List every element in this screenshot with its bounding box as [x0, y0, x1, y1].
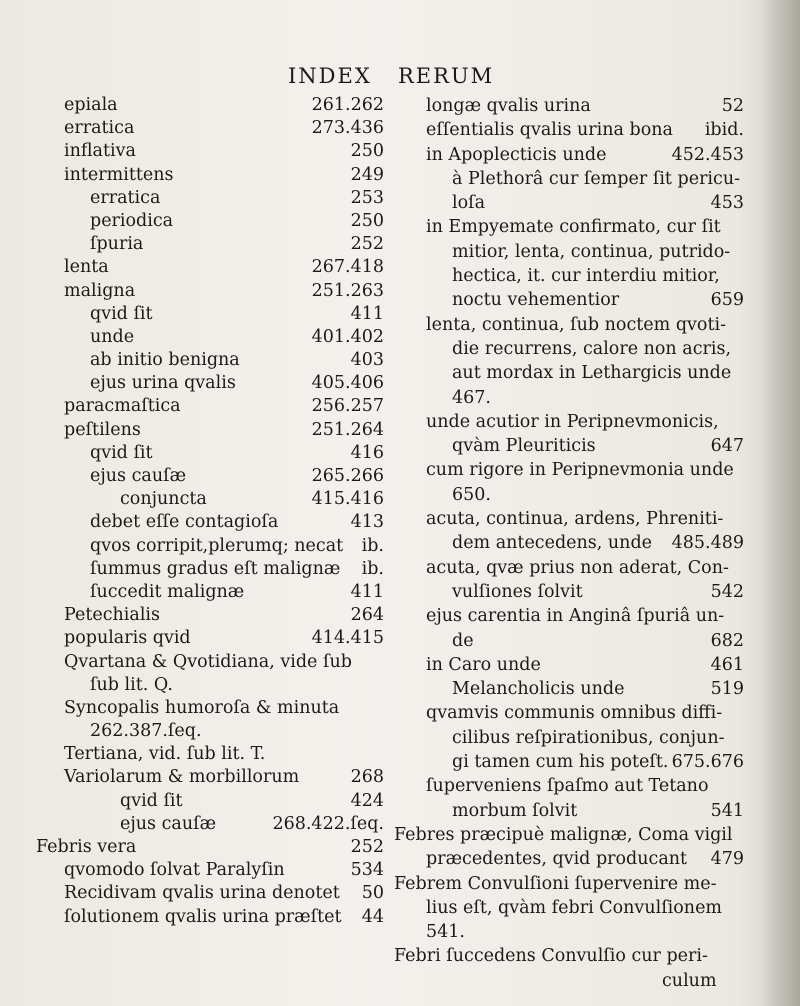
index-entry — [394, 896, 744, 920]
index-entry — [36, 604, 384, 627]
index-entry — [394, 288, 744, 312]
entry-page-number: 413 — [350, 512, 384, 533]
index-entry — [36, 372, 384, 395]
entry-text: culum — [662, 970, 717, 991]
index-entry — [394, 726, 744, 750]
entry-page-number: 249 — [350, 164, 384, 185]
index-entry — [36, 697, 384, 720]
index-entry — [394, 337, 744, 361]
entry-text: ejus cauſæ — [120, 813, 217, 834]
index-entry — [36, 419, 384, 442]
index-entry — [394, 969, 744, 993]
index-entry — [36, 836, 384, 859]
index-entry — [36, 790, 384, 813]
index-entry — [394, 458, 744, 482]
entry-text: unde acutior in Peripnevmonicis, — [426, 411, 719, 432]
entry-page-number: 264 — [350, 605, 384, 626]
entry-page-number: 541 — [710, 800, 744, 821]
entry-text: acuta, continua, ardens, Phreniti- — [426, 509, 724, 530]
entry-text: cilibus reſpirationibus, conjun- — [452, 727, 725, 748]
entry-text: 467. — [452, 387, 491, 408]
entry-text: Febris vera — [36, 837, 137, 857]
entry-page-number: 534 — [350, 860, 384, 881]
right-index-column — [394, 94, 744, 993]
entry-text: intermittens — [64, 164, 174, 185]
index-entry — [36, 395, 384, 418]
entry-page-number: 250 — [350, 141, 384, 162]
entry-text: conjuncta — [120, 489, 207, 510]
entry-text: aut mordax in Lethargicis unde — [452, 363, 732, 384]
entry-text: præcedentes, qvid producant — [426, 849, 688, 870]
index-entry — [36, 280, 384, 303]
index-entry — [394, 483, 744, 507]
index-entry — [394, 410, 744, 434]
entry-text: unde — [90, 326, 135, 347]
index-entry — [394, 143, 744, 167]
entry-text: acuta, qvæ prius non aderat, Con- — [426, 557, 729, 578]
entry-text: in Apoplecticis unde — [426, 144, 607, 165]
entry-text: peſtilens — [64, 419, 141, 440]
entry-text: morbum ſolvit — [452, 800, 578, 821]
entry-text: Petechialis — [64, 605, 161, 626]
index-entry — [394, 386, 744, 410]
entry-text: Qvartana & Qvotidiana, vide ſub — [64, 651, 352, 672]
entry-page-number: 485.489 — [671, 533, 744, 554]
entry-text: ſummus gradus eſt malignæ — [90, 558, 341, 579]
entry-page-number: 405.406 — [311, 373, 384, 394]
index-entry — [394, 774, 744, 798]
entry-page-number: 273.436 — [311, 118, 384, 139]
index-entry — [36, 465, 384, 488]
index-entry — [394, 823, 744, 847]
entry-text: lenta — [64, 257, 109, 278]
index-entry — [36, 535, 384, 558]
entry-text: erratica — [90, 187, 161, 208]
entry-page-number: 659 — [710, 290, 744, 311]
index-entry — [394, 94, 744, 118]
entry-text: 262.387.ſeq. — [90, 721, 202, 742]
index-entry — [36, 813, 384, 836]
index-entry — [394, 167, 744, 191]
entry-text: qvid ſit — [90, 303, 153, 324]
index-entry — [394, 653, 744, 677]
entry-page-number: 50 — [361, 883, 384, 904]
index-entry — [36, 164, 384, 187]
entry-text: periodica — [90, 210, 174, 231]
entry-page-number: 452.453 — [671, 144, 744, 165]
entry-text: qvamvis communis omnibus diffi- — [426, 703, 723, 724]
entry-text: inflativa — [64, 141, 136, 162]
entry-page-number: 479 — [710, 849, 744, 870]
entry-text: cum rigore in Peripnevmonia unde — [426, 460, 734, 481]
entry-page-number: ib. — [361, 535, 384, 556]
entry-page-number: 250 — [350, 210, 384, 231]
entry-text: qvàm Pleuriticis — [452, 436, 596, 457]
entry-text: ejus carentia in Anginâ ſpuriâ un- — [426, 606, 725, 627]
entry-text: erratica — [64, 118, 135, 139]
index-entry — [394, 872, 744, 896]
index-entry — [36, 210, 384, 233]
entry-text: ejus urina qvalis — [90, 373, 236, 394]
index-entry — [394, 556, 744, 580]
entry-page-number: 267.418 — [311, 257, 384, 278]
index-entry — [394, 920, 744, 944]
entry-text: de — [452, 630, 474, 651]
entry-page-number: 52 — [721, 96, 744, 116]
entry-text: Tertiana, vid. ſub lit. T. — [64, 744, 266, 765]
index-entry — [36, 674, 384, 697]
entry-page-number: 401.402 — [311, 326, 384, 347]
entry-text: Febres præcipuè malignæ, Coma vigil — [394, 824, 733, 845]
entry-text: à Plethorâ cur ſemper ſit pericu- — [452, 168, 741, 189]
entry-page-number: 253 — [350, 187, 384, 208]
entry-text: eſſentialis qvalis urina bona — [426, 120, 673, 141]
entry-page-number: 252 — [350, 234, 384, 255]
index-entry — [36, 187, 384, 210]
entry-page-number: ib. — [361, 558, 384, 579]
index-entry — [36, 558, 384, 581]
entry-text: qvid ſit — [90, 442, 153, 463]
index-entry — [394, 750, 744, 774]
index-entry — [394, 118, 744, 142]
entry-page-number: 265.266 — [311, 466, 384, 486]
index-entry — [394, 507, 744, 531]
entry-page-number: 256.257 — [311, 396, 384, 417]
entry-page-number: 261.262 — [311, 95, 384, 115]
entry-text: lius eſt, qvàm febri Convulſionem — [426, 897, 723, 918]
entry-page-number: ibid. — [704, 120, 744, 141]
entry-page-number: 519 — [710, 679, 744, 700]
entry-text: ſolutionem qvalis urina præſtet — [64, 906, 342, 927]
entry-text: in Caro unde — [426, 654, 541, 675]
entry-page-number: 44 — [361, 906, 384, 927]
entry-text: ſuperveniens ſpaſmo aut Tetano — [426, 776, 709, 797]
index-entry — [394, 434, 744, 458]
index-entry — [36, 581, 384, 604]
entry-page-number: 251.264 — [311, 419, 384, 440]
entry-text: maligna — [64, 280, 136, 301]
entry-text: debet eſſe contagioſa — [90, 512, 279, 533]
entry-text: ſpuria — [90, 234, 144, 255]
entry-text: qvid ſit — [120, 790, 183, 811]
entry-text: ſuccedit malignæ — [90, 581, 245, 602]
index-entry — [36, 303, 384, 326]
index-entry — [36, 743, 384, 766]
page-edge-shadow — [760, 0, 800, 1006]
index-entry — [36, 117, 384, 140]
index-entry — [36, 906, 384, 929]
entry-text: Melancholicis unde — [452, 679, 625, 700]
entry-text: Febri ſuccedens Convulſio cur peri- — [394, 946, 708, 967]
entry-page-number: 415.416 — [311, 489, 384, 510]
entry-text: 650. — [452, 484, 491, 505]
index-entry — [394, 191, 744, 215]
entry-text: mitior, lenta, continua, putrido- — [452, 241, 731, 262]
index-entry — [394, 629, 744, 653]
index-entry — [36, 766, 384, 789]
entry-page-number: 675.676 — [671, 752, 744, 773]
entry-page-number: 416 — [350, 442, 384, 463]
entry-text: noctu vehementior — [452, 290, 620, 311]
entry-page-number: 461 — [710, 654, 744, 675]
entry-text: ſub lit. Q. — [90, 674, 173, 695]
index-entry — [36, 720, 384, 743]
entry-text: ejus cauſæ — [90, 466, 187, 486]
entry-text: vulſiones ſolvit — [452, 581, 583, 602]
index-entry — [394, 799, 744, 823]
entry-text: hectica, it. cur interdiu mitior, — [452, 266, 720, 287]
entry-page-number: 414.415 — [311, 628, 384, 649]
entry-text: in Empyemate confirmato, cur ſit — [426, 217, 721, 238]
entry-text: paracmaſtica — [64, 396, 181, 417]
index-entry — [36, 140, 384, 163]
entry-text: gi tamen cum his poteſt. — [452, 752, 669, 773]
index-entry — [36, 882, 384, 905]
entry-page-number: 251.263 — [311, 280, 384, 301]
entry-text: qvomodo ſolvat Paralyſin — [64, 860, 285, 881]
index-entry — [394, 531, 744, 555]
entry-text: epiala — [64, 95, 118, 115]
entry-page-number: 411 — [350, 303, 384, 324]
entry-page-number: 252 — [350, 837, 384, 857]
entry-page-number: 542 — [710, 581, 744, 602]
entry-text: dem antecedens, unde — [452, 533, 653, 554]
index-entry — [36, 349, 384, 372]
index-entry — [36, 488, 384, 511]
entry-page-number: 647 — [710, 436, 744, 457]
index-entry — [394, 701, 744, 725]
entry-page-number: 424 — [350, 790, 384, 811]
entry-text: Febrem Convulſioni ſupervenire me- — [394, 873, 717, 894]
header-word-rerum: RERUM — [398, 64, 495, 88]
entry-page-number: 453 — [710, 193, 744, 214]
entry-text: lenta, continua, ſub noctem qvoti- — [426, 314, 726, 335]
index-entry — [394, 847, 744, 871]
entry-text: popularis qvid — [64, 628, 191, 649]
entry-text: Variolarum & morbillorum — [64, 767, 300, 788]
entry-page-number: 268 — [350, 767, 384, 788]
entry-text: ab initio benigna — [90, 350, 240, 371]
entry-page-number: 411 — [350, 581, 384, 602]
left-index-column — [36, 94, 384, 929]
entry-text: Recidivam qvalis urina denotet — [64, 883, 340, 904]
index-entry — [36, 256, 384, 279]
entry-text: 541. — [426, 922, 465, 943]
index-entry — [394, 313, 744, 337]
entry-page-number: 682 — [710, 630, 744, 651]
index-entry — [36, 651, 384, 674]
entry-page-number: 268.422.ſeq. — [272, 813, 384, 834]
entry-text: loſa — [452, 193, 486, 214]
index-entry — [394, 264, 744, 288]
index-entry — [394, 604, 744, 628]
index-entry — [394, 361, 744, 385]
index-entry — [36, 94, 384, 117]
index-entry — [36, 233, 384, 256]
index-entry — [36, 326, 384, 349]
index-entry — [394, 215, 744, 239]
entry-text: longæ qvalis urina — [426, 96, 591, 116]
index-entry — [394, 240, 744, 264]
entry-text: qvos corripit,plerumq; necat — [90, 535, 344, 556]
entry-page-number: 403 — [350, 350, 384, 371]
index-entry — [394, 677, 744, 701]
index-entry — [394, 944, 744, 968]
index-entry — [394, 580, 744, 604]
entry-text: Syncopalis humoroſa & minuta — [64, 697, 340, 718]
index-entry — [36, 442, 384, 465]
index-entry — [36, 511, 384, 534]
header-word-index: INDEX — [288, 64, 372, 88]
index-entry — [36, 627, 384, 650]
index-entry — [36, 859, 384, 882]
entry-text: die recurrens, calore non acris, — [452, 338, 732, 359]
